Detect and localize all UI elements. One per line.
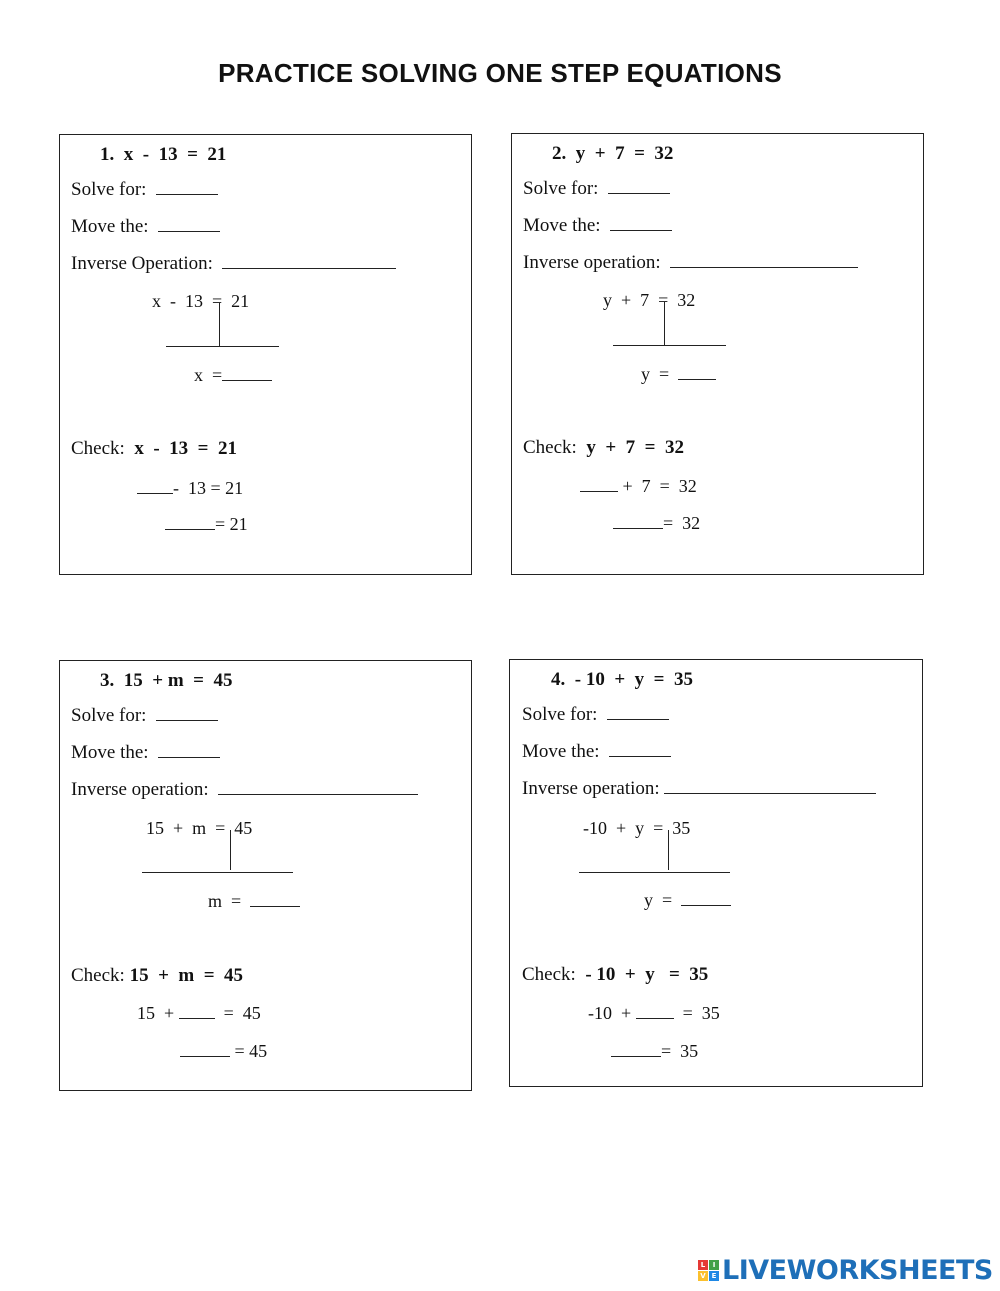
solve-for-label: Solve for: <box>71 705 147 726</box>
problem-2-heading: 2. y + 7 = 32 <box>552 143 674 164</box>
logo-blocks-icon <box>698 1260 719 1281</box>
problem-2-work-equation: y + 7 = 32 <box>603 290 696 310</box>
problem-2-inverse <box>523 253 858 272</box>
problem-4-heading: 4. - 10 + y = 35 <box>551 669 693 690</box>
problem-2-result <box>641 365 716 383</box>
check-equation: - 10 + y = 35 <box>585 964 709 985</box>
problem-3-move-the <box>71 743 220 762</box>
work-line-blank[interactable] <box>166 346 279 347</box>
solve-for-label: Solve for: <box>71 179 147 200</box>
check-label: Check: <box>522 964 576 985</box>
check-line2-text: = 35 <box>661 1041 699 1061</box>
check-label: Check: <box>71 438 125 459</box>
check-line2-text: = 45 <box>234 1041 268 1061</box>
problem-1-result <box>194 366 272 384</box>
divider-vertical <box>230 830 231 870</box>
problem-1-check <box>71 439 237 458</box>
solve-for-blank[interactable] <box>608 179 670 194</box>
problem-3-result <box>208 892 300 910</box>
divider-vertical <box>668 830 669 870</box>
check-equation: 15 + m = 45 <box>129 965 244 986</box>
problem-1-work-equation: x - 13 = 21 <box>152 291 250 311</box>
problem-4-check-line-2 <box>611 1042 698 1060</box>
solve-for-blank[interactable] <box>607 705 669 720</box>
logo-block-e: E <box>709 1271 719 1281</box>
problem-4-card <box>509 659 923 1087</box>
problem-3-check-line-1 <box>137 1004 261 1022</box>
problem-3-check-line-2 <box>180 1042 267 1060</box>
problem-1-inverse <box>71 254 396 273</box>
check-label: Check: <box>71 965 125 986</box>
inverse-label: Inverse Operation: <box>71 253 213 274</box>
solve-for-blank[interactable] <box>156 180 218 195</box>
result-blank[interactable] <box>678 365 716 380</box>
problem-4-check-line-1 <box>588 1004 720 1022</box>
check-blank-2[interactable] <box>180 1042 230 1057</box>
check-blank-2[interactable] <box>611 1042 661 1057</box>
result-blank[interactable] <box>250 892 300 907</box>
problem-4-result <box>644 891 731 909</box>
check-line1-text: + 7 = 32 <box>622 476 697 496</box>
problem-3-solve-for <box>71 706 218 725</box>
page-title: PRACTICE SOLVING ONE STEP EQUATIONS <box>218 58 782 88</box>
move-the-blank[interactable] <box>609 742 671 757</box>
problem-2-check-line-1 <box>580 477 697 495</box>
check-blank-1[interactable] <box>580 477 618 492</box>
check-line1-prefix: 15 + <box>137 1003 175 1023</box>
move-the-label: Move the: <box>71 216 149 237</box>
check-equation: x - 13 = 21 <box>134 438 237 459</box>
work-line-blank[interactable] <box>579 872 730 873</box>
problem-2-card <box>511 133 924 575</box>
logo-block-l: L <box>698 1260 708 1270</box>
problem-2-check <box>523 438 684 457</box>
problem-2-solve-for <box>523 179 670 198</box>
check-line1-prefix: -10 + <box>588 1003 632 1023</box>
problem-3-card <box>59 660 472 1091</box>
inverse-blank[interactable] <box>218 780 418 795</box>
result-blank[interactable] <box>681 891 731 906</box>
result-blank[interactable] <box>222 366 272 381</box>
move-the-blank[interactable] <box>158 743 220 758</box>
problem-4-check <box>522 965 708 984</box>
move-the-blank[interactable] <box>610 216 672 231</box>
result-label: m = <box>208 891 242 911</box>
check-equation: y + 7 = 32 <box>586 437 684 458</box>
problem-4-solve-for <box>522 705 669 724</box>
divider-vertical <box>664 302 665 346</box>
problem-3-inverse <box>71 780 418 799</box>
check-line2-text: = 32 <box>663 513 701 533</box>
problem-1-check-line-2 <box>165 515 248 533</box>
check-label: Check: <box>523 437 577 458</box>
move-the-label: Move the: <box>523 215 601 236</box>
problem-1-solve-for <box>71 180 218 199</box>
move-the-blank[interactable] <box>158 217 220 232</box>
inverse-label: Inverse operation: <box>522 778 660 799</box>
check-line2-text: = 21 <box>215 514 248 534</box>
check-blank-1[interactable] <box>137 479 173 494</box>
problem-1-heading: 1. x - 13 = 21 <box>100 144 227 165</box>
solve-for-label: Solve for: <box>522 704 598 725</box>
problem-3-check <box>71 966 243 985</box>
inverse-label: Inverse operation: <box>523 252 661 273</box>
problem-2-check-line-2 <box>613 514 700 532</box>
check-line1-text: - 13 = 21 <box>173 478 244 498</box>
inverse-blank[interactable] <box>664 779 876 794</box>
check-blank-1[interactable] <box>636 1004 674 1019</box>
logo-block-i: I <box>709 1260 719 1270</box>
check-line1-text: = 45 <box>223 1003 261 1023</box>
liveworksheets-logo[interactable] <box>698 1255 993 1285</box>
inverse-blank[interactable] <box>222 254 396 269</box>
result-label: x = <box>194 365 223 385</box>
problem-4-work-equation: -10 + y = 35 <box>583 818 691 838</box>
problem-1-move-the <box>71 217 220 236</box>
inverse-label: Inverse operation: <box>71 779 209 800</box>
move-the-label: Move the: <box>71 742 149 763</box>
work-line-blank[interactable] <box>142 872 293 873</box>
problem-4-inverse <box>522 779 876 798</box>
check-blank-2[interactable] <box>165 515 215 530</box>
problem-1-card <box>59 134 472 575</box>
divider-vertical <box>219 303 220 347</box>
problem-2-move-the <box>523 216 672 235</box>
check-blank-1[interactable] <box>179 1004 215 1019</box>
result-label: y = <box>644 890 673 910</box>
check-line1-text: = 35 <box>682 1003 720 1023</box>
logo-block-v: V <box>698 1271 708 1281</box>
problem-3-work-equation: 15 + m = 45 <box>146 818 253 838</box>
check-blank-2[interactable] <box>613 514 663 529</box>
move-the-label: Move the: <box>522 741 600 762</box>
work-line-blank[interactable] <box>613 345 726 346</box>
problem-1-check-line-1 <box>137 479 243 497</box>
problem-4-move-the <box>522 742 671 761</box>
solve-for-label: Solve for: <box>523 178 599 199</box>
problem-3-heading: 3. 15 + m = 45 <box>100 670 233 691</box>
logo-text: LIVEWORKSHEETS <box>722 1254 993 1286</box>
result-label: y = <box>641 364 670 384</box>
inverse-blank[interactable] <box>670 253 858 268</box>
solve-for-blank[interactable] <box>156 706 218 721</box>
